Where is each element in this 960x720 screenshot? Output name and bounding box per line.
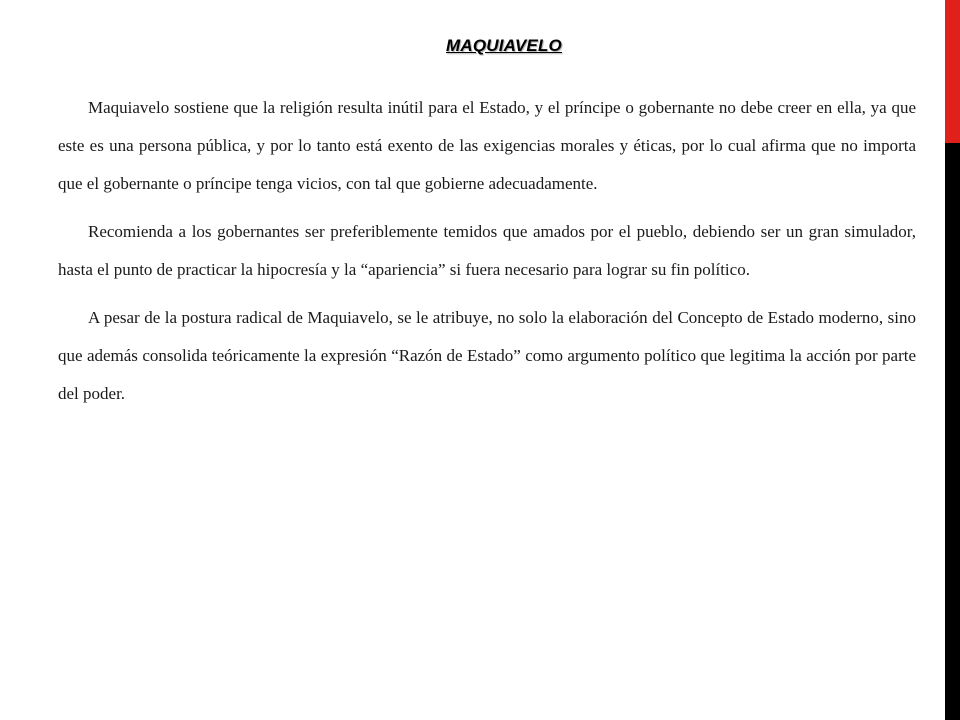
accent-bar-red [945,0,960,143]
slide-title: MAQUIAVELO [446,36,562,55]
slide-body [58,89,916,423]
paragraph-2: Recomienda a los gobernantes ser preferiblemente temidos que amados por el pueblo, debiendo ser un gran simulador, hasta el punto de practicar la hipocresía y la “apariencia” si fuera necesario para lograr su fin político. [58,222,916,279]
accent-bar-black [945,143,960,720]
paragraph-1: Maquiavelo sostiene que la religión resulta inútil para el Estado, y el príncipe o gobernante no debe creer en ella, ya que este es una persona pública, y por lo tanto está exento de las exigencias morales y éticas, por lo cual afirma que no importa que el gobernante o príncipe tenga vicios, con tal que gobierne adecuadamente. [58,98,916,193]
paragraph-3: A pesar de la postura radical de Maquiavelo, se le atribuye, no solo la elaboración del Concepto de Estado moderno, sino que además consolida teóricamente la expresión “Razón de Estado” como argumento político que legitima la acción por parte del poder. [58,308,916,403]
